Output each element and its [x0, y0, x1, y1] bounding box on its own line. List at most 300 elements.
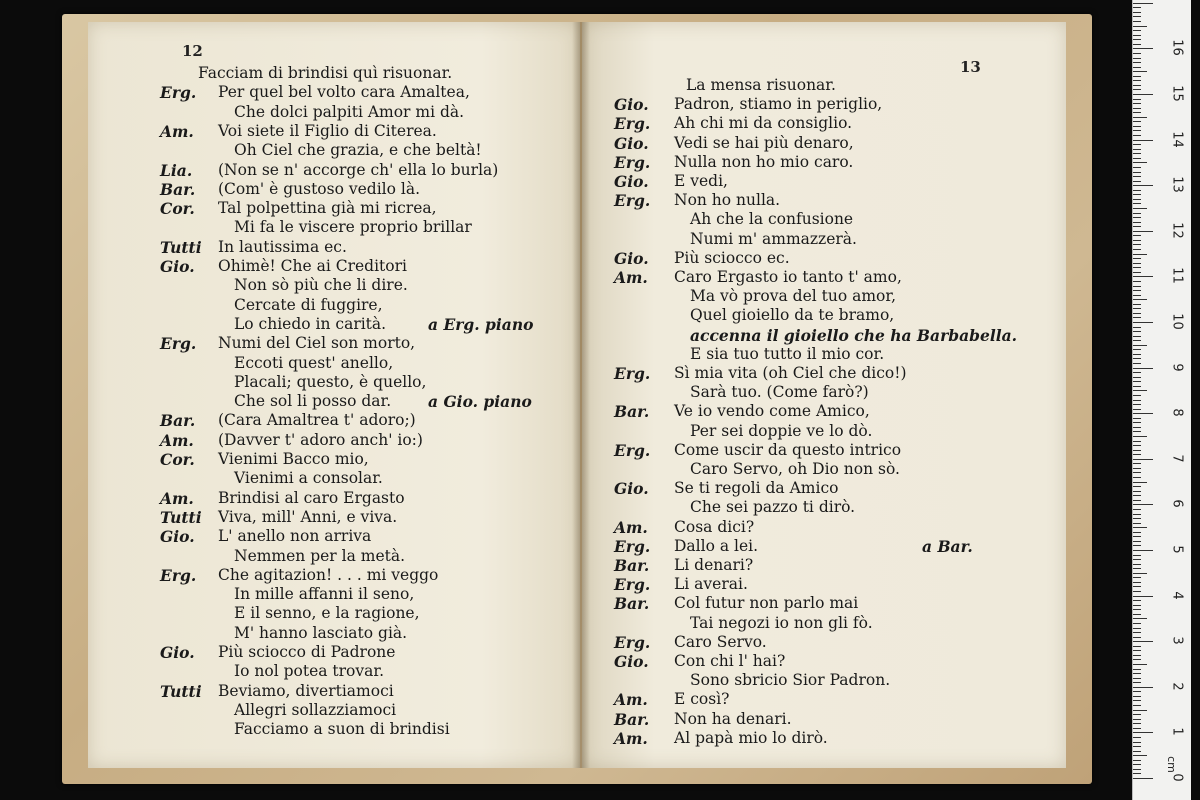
ruler-tick [1133, 591, 1141, 592]
speaker-label: Am. [614, 728, 648, 748]
verse-line: Più sciocco ec. [674, 248, 790, 267]
ruler-tick [1133, 477, 1141, 478]
ruler-tick [1133, 459, 1153, 460]
speaker-label: Erg. [160, 334, 197, 354]
ruler-tick [1133, 21, 1141, 22]
verse-line: Li denari? [674, 556, 754, 574]
verse-line: Per quel bel volto cara Amaltea, [218, 83, 470, 102]
ruler-tick [1133, 628, 1141, 629]
ruler-tick [1133, 317, 1141, 318]
verse-line: Lo chiedo in carità. [234, 314, 387, 333]
ruler-tick [1133, 71, 1147, 72]
ruler-tick [1133, 249, 1141, 250]
ruler-tick [1133, 336, 1141, 337]
ruler-tick [1133, 673, 1141, 674]
ruler-tick [1133, 108, 1141, 109]
ruler-tick [1133, 231, 1153, 232]
stage-direction: a Gio. piano [428, 392, 532, 412]
ruler-number: 14 [1169, 130, 1185, 148]
ruler-tick [1133, 632, 1141, 633]
ruler-tick [1133, 281, 1141, 282]
ruler-tick [1133, 322, 1153, 323]
ruler-tick [1133, 85, 1141, 86]
verse-line: Con chi l' hai? [674, 652, 786, 670]
ruler-number: 12 [1169, 222, 1185, 239]
ruler-tick [1133, 545, 1141, 546]
ruler-tick [1133, 3, 1153, 4]
verse-line: Cosa dici? [674, 517, 755, 536]
ruler-tick [1133, 550, 1153, 551]
ruler-tick [1133, 89, 1141, 90]
speaker-label: Gio. [160, 527, 195, 547]
ruler-tick [1133, 222, 1141, 223]
ruler-tick [1133, 12, 1141, 13]
ruler-tick [1133, 541, 1141, 542]
verse-line: E sia tuo tutto il mio cor. [690, 344, 885, 363]
speaker-label: Gio. [614, 95, 649, 115]
speaker-label: Gio. [614, 133, 649, 153]
ruler-tick [1133, 472, 1141, 473]
ruler-tick [1133, 167, 1141, 168]
ruler-tick [1133, 710, 1147, 711]
verse-line: Caro Servo, oh Dio non sò. [690, 460, 900, 478]
verse-line: Padron, stiamo in periglio, [674, 95, 883, 114]
ruler-tick [1133, 345, 1147, 346]
verse-line: Allegri sollazziamoci [234, 700, 397, 719]
verse-line: E vedi, [674, 172, 728, 190]
verse-line: Facciamo a suon di brindisi [234, 720, 450, 739]
ruler-tick [1133, 267, 1141, 268]
ruler-tick [1133, 162, 1147, 163]
ruler-tick [1133, 263, 1141, 264]
speaker-label: Erg. [614, 152, 651, 172]
verse-line: Vienimi Bacco mio, [218, 450, 369, 468]
ruler-tick [1133, 381, 1141, 382]
ruler-tick [1133, 358, 1141, 359]
ruler-tick [1133, 199, 1141, 200]
verse-line: Sono sbricio Sior Padron. [690, 671, 891, 690]
ruler-tick [1133, 773, 1141, 774]
ruler-tick [1133, 327, 1141, 328]
ruler-tick [1133, 696, 1141, 697]
verse-line: Tai negozi io non gli fò. [690, 613, 873, 632]
ruler-tick [1133, 158, 1141, 159]
verse-line: Che dolci palpiti Amor mi dà. [234, 102, 465, 121]
ruler-tick [1133, 714, 1141, 715]
ruler-number: 8 [1169, 408, 1185, 417]
verse-line: Ah che la confusione [690, 210, 854, 229]
verse-line: (Non se n' accorge ch' ella lo burla) [218, 160, 499, 179]
verse-line: Caro Servo. [674, 632, 767, 651]
ruler-tick [1133, 614, 1141, 615]
ruler-tick [1133, 564, 1141, 565]
verse-line: Numi m' ammazzerà. [690, 229, 857, 248]
verse-line: Viva, mill' Anni, e viva. [218, 507, 398, 526]
ruler-number: 11 [1169, 267, 1185, 285]
ruler-tick [1133, 244, 1141, 245]
ruler-tick [1133, 117, 1147, 118]
ruler-tick [1133, 194, 1141, 195]
speaker-label: Bar. [160, 179, 196, 199]
ruler-number: 16 [1169, 39, 1185, 57]
speaker-label: Erg. [614, 575, 651, 595]
ruler-tick [1133, 650, 1141, 651]
speaker-label: Gio. [614, 479, 649, 499]
ruler-tick [1133, 555, 1141, 556]
verse-line: Placali; questo, è quello, [234, 372, 427, 391]
ruler-tick [1133, 272, 1141, 273]
speaker-label: Bar. [160, 411, 196, 431]
speaker-label: Bar. [614, 594, 650, 614]
ruler-tick [1133, 235, 1141, 236]
ruler-tick [1133, 486, 1141, 487]
ruler-tick [1133, 760, 1141, 761]
verse-line: Ah chi mi da consiglio. [674, 114, 853, 133]
ruler-number: 0 [1169, 773, 1185, 782]
ruler-tick [1133, 682, 1141, 683]
speaker-label: Gio. [160, 643, 195, 662]
speaker-label: Gio. [614, 652, 649, 671]
right-page [582, 22, 1066, 768]
ruler-number: 6 [1169, 499, 1185, 509]
verse-line: Vienimi a consolar. [234, 469, 383, 488]
ruler-tick [1133, 664, 1147, 665]
ruler-tick [1133, 149, 1141, 150]
ruler-tick [1133, 185, 1153, 186]
ruler-tick [1133, 176, 1141, 177]
ruler-tick [1133, 340, 1141, 341]
ruler-tick [1133, 331, 1141, 332]
verse-line: Che agitazion! . . . mi veggo [218, 565, 439, 584]
ruler-tick [1133, 295, 1141, 296]
ruler-unit: cm [1164, 756, 1178, 773]
ruler-tick [1133, 226, 1141, 227]
speaker-label: Gio. [614, 248, 649, 268]
ruler-tick [1133, 600, 1141, 601]
measurement-ruler [1132, 0, 1191, 800]
speaker-label: Erg. [160, 565, 197, 585]
ruler-tick [1133, 728, 1141, 729]
ruler-tick [1133, 413, 1153, 414]
verse-line: Oh Ciel che grazia, e che beltà! [234, 141, 482, 160]
ruler-tick [1133, 126, 1141, 127]
ruler-tick [1133, 67, 1141, 68]
speaker-label: Bar. [614, 709, 650, 729]
ruler-tick [1133, 377, 1141, 378]
speaker-label: Erg. [614, 191, 651, 211]
verse-line: Eccoti quest' anello, [234, 353, 394, 372]
ruler-tick [1133, 172, 1141, 173]
ruler-tick [1133, 468, 1141, 469]
ruler-tick [1133, 559, 1141, 560]
ruler-tick [1133, 687, 1153, 688]
ruler-tick [1133, 418, 1141, 419]
ruler-tick [1133, 299, 1147, 300]
ruler-tick [1133, 495, 1141, 496]
speaker-label: Bar. [614, 556, 650, 575]
ruler-tick [1133, 769, 1141, 770]
ruler-tick [1133, 536, 1141, 537]
ruler-tick [1133, 582, 1141, 583]
ruler-tick [1133, 368, 1153, 369]
ruler-tick [1133, 190, 1141, 191]
verse-line: Come uscir da questo intrico [674, 440, 902, 459]
ruler-tick [1133, 755, 1147, 756]
ruler-tick [1133, 130, 1141, 131]
ruler-tick [1133, 463, 1141, 464]
ruler-number: 15 [1169, 85, 1185, 102]
verse-line: Ve io vendo come Amico, [674, 402, 870, 421]
ruler-tick [1133, 16, 1141, 17]
ruler-tick [1133, 103, 1141, 104]
ruler-tick [1133, 313, 1141, 314]
speaker-label: Am. [160, 430, 194, 450]
ruler-tick [1133, 213, 1141, 214]
ruler-tick [1133, 39, 1141, 40]
ruler-tick [1133, 436, 1147, 437]
ruler-tick [1133, 94, 1153, 95]
ruler-tick [1133, 44, 1141, 45]
ruler-tick [1133, 609, 1141, 610]
ruler-tick [1133, 500, 1141, 501]
ruler-tick [1133, 208, 1147, 209]
ruler-tick [1133, 254, 1147, 255]
ruler-tick [1133, 304, 1141, 305]
ruler-tick [1133, 372, 1141, 373]
verse-line: Quel gioiello da te bramo, [690, 306, 895, 325]
ruler-tick [1133, 605, 1141, 606]
ruler-tick [1133, 646, 1141, 647]
ruler-tick [1133, 58, 1141, 59]
ruler-tick [1133, 409, 1141, 410]
ruler-tick [1133, 431, 1141, 432]
verse-line: Cercate di fuggire, [234, 295, 383, 314]
verse-line: Nulla non ho mio caro. [674, 152, 854, 171]
ruler-tick [1133, 441, 1141, 442]
ruler-tick [1133, 596, 1153, 597]
ruler-tick [1133, 354, 1141, 355]
ruler-tick [1133, 586, 1141, 587]
ruler-tick [1133, 732, 1153, 733]
verse-line: Non ha denari. [674, 709, 792, 728]
ruler-number: 5 [1169, 545, 1185, 554]
verse-line: Io nol potea trovar. [234, 662, 385, 681]
ruler-tick [1133, 121, 1141, 122]
ruler-tick [1133, 691, 1141, 692]
ruler-tick [1133, 80, 1141, 81]
verse-line: Al papà mio lo dirò. [674, 728, 828, 747]
verse-line: Ma vò prova del tuo amor, [690, 287, 896, 306]
ruler-tick [1133, 491, 1141, 492]
ruler-tick [1133, 349, 1141, 350]
ruler-number: 10 [1169, 313, 1185, 330]
stage-direction: a Erg. piano [428, 314, 534, 334]
left-page [88, 22, 580, 768]
ruler-tick [1133, 363, 1141, 364]
verse-line: Beviamo, divertiamoci [218, 681, 394, 700]
ruler-tick [1133, 573, 1147, 574]
ruler-tick [1133, 181, 1141, 182]
ruler-tick [1133, 286, 1141, 287]
verse-line: Sarà tuo. (Come farò?) [690, 383, 869, 402]
ruler-tick [1133, 678, 1141, 679]
ruler-tick [1133, 577, 1141, 578]
ruler-tick [1133, 240, 1141, 241]
speaker-label: Am. [614, 517, 648, 537]
verse-line: Facciam di brindisi quì risuonar. [198, 64, 453, 82]
page-number: 13 [960, 58, 981, 76]
ruler-tick [1133, 623, 1141, 624]
speaker-label: Gio. [160, 257, 195, 276]
speaker-label: Am. [160, 488, 194, 508]
ruler-tick [1133, 764, 1141, 765]
ruler-tick [1133, 258, 1141, 259]
ruler-tick [1133, 568, 1141, 569]
page-number: 12 [182, 42, 203, 60]
ruler-tick [1133, 217, 1141, 218]
verse-line: E così? [674, 690, 730, 709]
ruler-tick [1133, 203, 1141, 204]
stage-direction: accenna il gioiello che ha Barbabella. [690, 325, 1018, 345]
verse-line: Caro Ergasto io tanto t' amo, [674, 268, 902, 286]
verse-line: Vedi se hai più denaro, [674, 133, 854, 152]
speaker-label: Erg. [614, 536, 651, 556]
speaker-label: Am. [614, 268, 648, 287]
ruler-tick [1133, 290, 1141, 291]
ruler-tick [1133, 7, 1141, 8]
ruler-tick [1133, 641, 1153, 642]
verse-line: (Cara Amaltrea t' adoro;) [218, 411, 416, 430]
ruler-tick [1133, 30, 1141, 31]
verse-line: In lautissima ec. [218, 237, 347, 256]
ruler-tick [1133, 618, 1147, 619]
ruler-tick [1133, 719, 1141, 720]
book-gutter [572, 22, 590, 768]
speaker-label: Erg. [614, 114, 651, 134]
speaker-label: Am. [614, 690, 648, 710]
verse-line: La mensa risuonar. [686, 76, 836, 94]
ruler-tick [1133, 140, 1153, 141]
ruler-tick [1133, 527, 1147, 528]
verse-line: Ohimè! Che ai Creditori [218, 257, 407, 275]
speaker-label: Tutti [160, 507, 202, 527]
ruler-tick [1133, 723, 1141, 724]
ruler-number: 4 [1169, 590, 1185, 600]
speaker-label: Erg. [614, 440, 651, 460]
speaker-label: Am. [160, 121, 194, 141]
ruler-tick [1133, 390, 1147, 391]
ruler-tick [1133, 742, 1141, 743]
ruler-tick [1133, 454, 1141, 455]
ruler-number: 2 [1169, 682, 1185, 691]
ruler-tick [1133, 26, 1147, 27]
ruler-tick [1133, 62, 1141, 63]
verse-line: Brindisi al caro Ergasto [218, 488, 405, 507]
speaker-label: Tutti [160, 681, 202, 701]
speaker-label: Lia. [160, 160, 193, 180]
verse-line: Numi del Ciel son morto, [218, 334, 416, 353]
ruler-tick [1133, 751, 1141, 752]
ruler-tick [1133, 135, 1141, 136]
stage-direction: a Bar. [922, 536, 973, 556]
verse-line: Sì mia vita (oh Ciel che dico!) [674, 364, 907, 382]
verse-line: Li averai. [674, 575, 748, 594]
ruler-tick [1133, 276, 1153, 277]
verse-line: Mi fa le viscere proprio brillar [234, 218, 472, 237]
ruler-tick [1133, 746, 1141, 747]
verse-line: (Davver t' adoro anch' io:) [218, 430, 423, 449]
ruler-number: 3 [1169, 636, 1185, 645]
speaker-label: Tutti [160, 237, 202, 257]
ruler-tick [1133, 99, 1141, 100]
ruler-tick [1133, 76, 1141, 77]
ruler-tick [1133, 700, 1141, 701]
ruler-number: 1 [1169, 727, 1185, 737]
ruler-tick [1133, 523, 1141, 524]
ruler-tick [1133, 532, 1141, 533]
ruler-tick [1133, 422, 1141, 423]
speaker-label: Erg. [160, 83, 197, 103]
ruler-tick [1133, 659, 1141, 660]
ruler-tick [1133, 404, 1141, 405]
ruler-tick [1133, 48, 1153, 49]
ruler-tick [1133, 450, 1141, 451]
ruler-tick [1133, 53, 1141, 54]
speaker-label: Cor. [160, 199, 195, 219]
ruler-tick [1133, 637, 1141, 638]
ruler-tick [1133, 705, 1141, 706]
ruler-tick [1133, 400, 1141, 401]
ruler-tick [1133, 509, 1141, 510]
ruler-tick [1133, 386, 1141, 387]
verse-line: In mille affanni il seno, [234, 585, 415, 604]
ruler-tick [1133, 482, 1147, 483]
verse-line: Se ti regoli da Amico [674, 479, 839, 498]
speaker-label: Cor. [160, 450, 195, 469]
verse-line: Per sei doppie ve lo dò. [690, 421, 873, 440]
verse-line: M' hanno lasciato già. [234, 623, 408, 642]
speaker-label: Erg. [614, 632, 651, 652]
verse-line: Non ho nulla. [674, 191, 781, 210]
verse-line: Voi siete il Figlio di Citerea. [218, 121, 437, 140]
ruler-tick [1133, 655, 1141, 656]
ruler-tick [1133, 153, 1141, 154]
speaker-label: Bar. [614, 402, 650, 422]
ruler-number: 7 [1169, 454, 1185, 463]
ruler-tick [1133, 518, 1141, 519]
verse-line: Col futur non parlo mai [674, 594, 859, 613]
ruler-number: 13 [1169, 176, 1185, 193]
ruler-tick [1133, 112, 1141, 113]
ruler-tick [1133, 514, 1141, 515]
speaker-label: Gio. [614, 172, 649, 191]
ruler-tick [1133, 308, 1141, 309]
ruler-tick [1133, 35, 1141, 36]
ruler-tick [1133, 144, 1141, 145]
ruler-tick [1133, 778, 1153, 779]
speaker-label: Erg. [614, 364, 651, 383]
verse-line: Più sciocco di Padrone [218, 643, 396, 661]
verse-line: L' anello non arriva [218, 527, 372, 546]
verse-line: Non sò più che li dire. [234, 276, 408, 295]
verse-line: Dallo a lei. [674, 536, 759, 555]
ruler-number: 9 [1169, 362, 1185, 372]
ruler-tick [1133, 427, 1141, 428]
ruler-tick [1133, 737, 1141, 738]
verse-line: Che sol li posso dar. [234, 392, 392, 411]
ruler-tick [1133, 504, 1153, 505]
verse-line: Nemmen per la metà. [234, 546, 406, 565]
